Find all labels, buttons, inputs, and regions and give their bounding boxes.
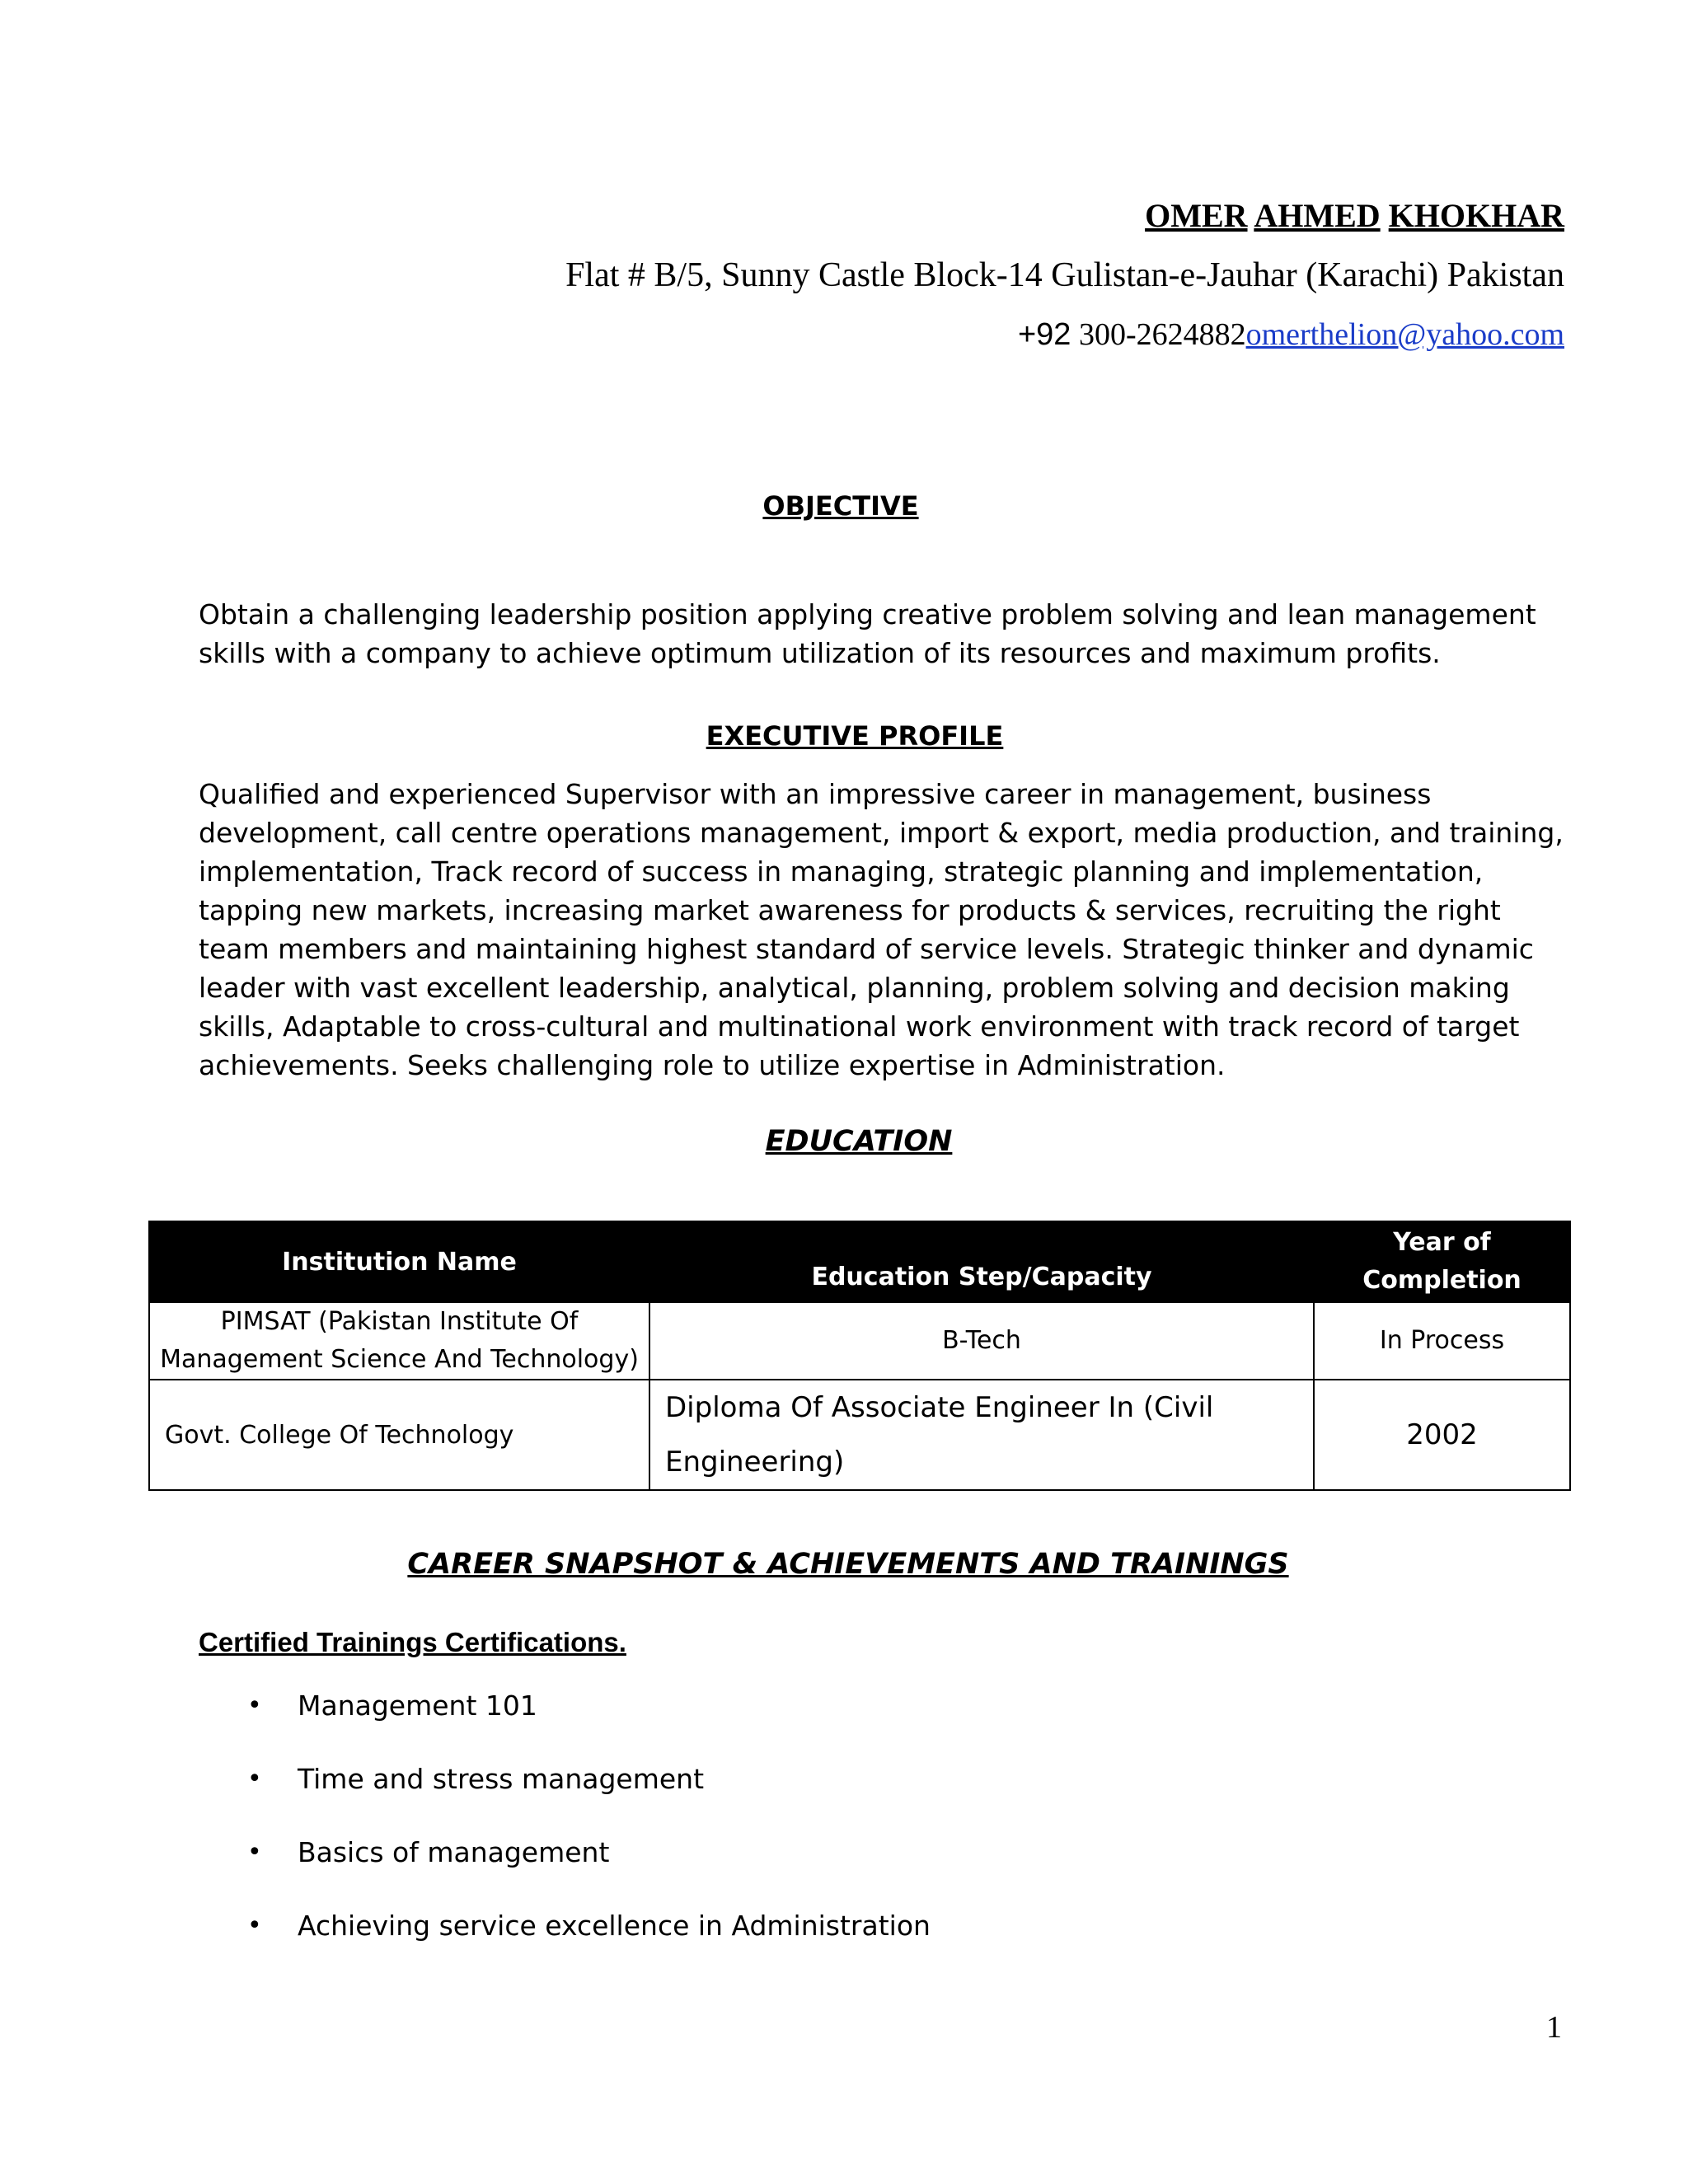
bullet-icon: • bbox=[247, 1765, 262, 1793]
education-heading: EDUCATION bbox=[765, 1125, 953, 1158]
institution-line2: Management Science And Technology) bbox=[160, 1345, 639, 1374]
phone-number: 300-2624882 bbox=[1078, 317, 1246, 352]
education-table-header bbox=[149, 1221, 1570, 1302]
name-first: OMER bbox=[1145, 197, 1248, 234]
col-year-of-completion bbox=[1314, 1221, 1570, 1302]
bullet-icon: • bbox=[247, 1911, 262, 1940]
list-item bbox=[199, 1688, 931, 1761]
bullet-icon: • bbox=[247, 1838, 262, 1867]
institution-line1: PIMSAT (Pakistan Institute Of bbox=[220, 1307, 579, 1336]
trainings-list bbox=[199, 1688, 931, 1981]
col-year-line2: Completion bbox=[1362, 1266, 1522, 1295]
executive-profile-text: Qualified and experienced Supervisor with an impressive career in management, business development, call centre operations management, import & export, media production, and training, implementation, Track record of success in managing, strategic planning and implementation, tapping new markets, increasing market awareness for products & services, recruiting the right team members and maintaining highest standard of service levels. Strategic thinker and dynamic leader with vast excellent leadership, analytical, planning, problem solving and decision making skills, Adaptable to cross-cultural and multinational work environment with track record of target achievements. Seeks challenging role to utilize expertise in Administration. bbox=[199, 778, 1564, 1081]
list-item bbox=[199, 1761, 931, 1835]
col-institution-name: Institution Name bbox=[149, 1221, 649, 1302]
table-row bbox=[149, 1302, 1570, 1380]
email-link[interactable]: omerthelion@yahoo.com bbox=[1245, 317, 1564, 352]
col-education-step-label: Education Step/Capacity bbox=[811, 1262, 1152, 1291]
phone-country-code: +92 bbox=[1017, 317, 1071, 352]
list-item bbox=[199, 1908, 931, 1981]
objective-heading: OBJECTIVE bbox=[762, 490, 919, 522]
institution-cell bbox=[149, 1302, 649, 1380]
year-cell: 2002 bbox=[1314, 1380, 1570, 1490]
step-line1: Diploma Of Associate Engineer In (Civil bbox=[665, 1391, 1214, 1424]
career-heading: CAREER SNAPSHOT & ACHIEVEMENTS AND TRAININGS bbox=[407, 1548, 1289, 1581]
education-table bbox=[148, 1221, 1571, 1491]
institution-cell: Govt. College Of Technology bbox=[149, 1380, 649, 1490]
name-last: KHOKHAR bbox=[1388, 197, 1564, 234]
step-cell bbox=[649, 1380, 1314, 1490]
executive-profile-heading: EXECUTIVE PROFILE bbox=[706, 720, 1004, 752]
address: Flat # B/5, Sunny Castle Block-14 Gulistan-e-Jauhar (Karachi) Pakistan bbox=[565, 256, 1564, 294]
step-line2: Engineering) bbox=[665, 1446, 845, 1479]
candidate-name bbox=[1145, 196, 1564, 235]
col-year-line1: Year of bbox=[1393, 1228, 1491, 1257]
training-label: Time and stress management bbox=[298, 1763, 705, 1795]
year-cell: In Process bbox=[1314, 1302, 1570, 1380]
training-label: Management 101 bbox=[298, 1690, 537, 1722]
bullet-icon: • bbox=[247, 1691, 262, 1720]
col-education-step bbox=[649, 1221, 1314, 1302]
contact-line bbox=[1018, 316, 1564, 353]
name-middle: AHMED bbox=[1254, 197, 1381, 234]
certifications-subheading: Certified Trainings Certifications. bbox=[199, 1627, 626, 1657]
page-number: 1 bbox=[1546, 2010, 1562, 2045]
table-row bbox=[149, 1380, 1570, 1490]
step-cell: B-Tech bbox=[649, 1302, 1314, 1380]
training-label: Achieving service excellence in Administration bbox=[298, 1910, 931, 1942]
list-item bbox=[199, 1835, 931, 1908]
objective-text: Obtain a challenging leadership position applying creative problem solving and lean management skills with a company to achieve optimum utilization of its resources and maximum profits. bbox=[199, 598, 1536, 669]
training-label: Basics of management bbox=[298, 1836, 610, 1868]
